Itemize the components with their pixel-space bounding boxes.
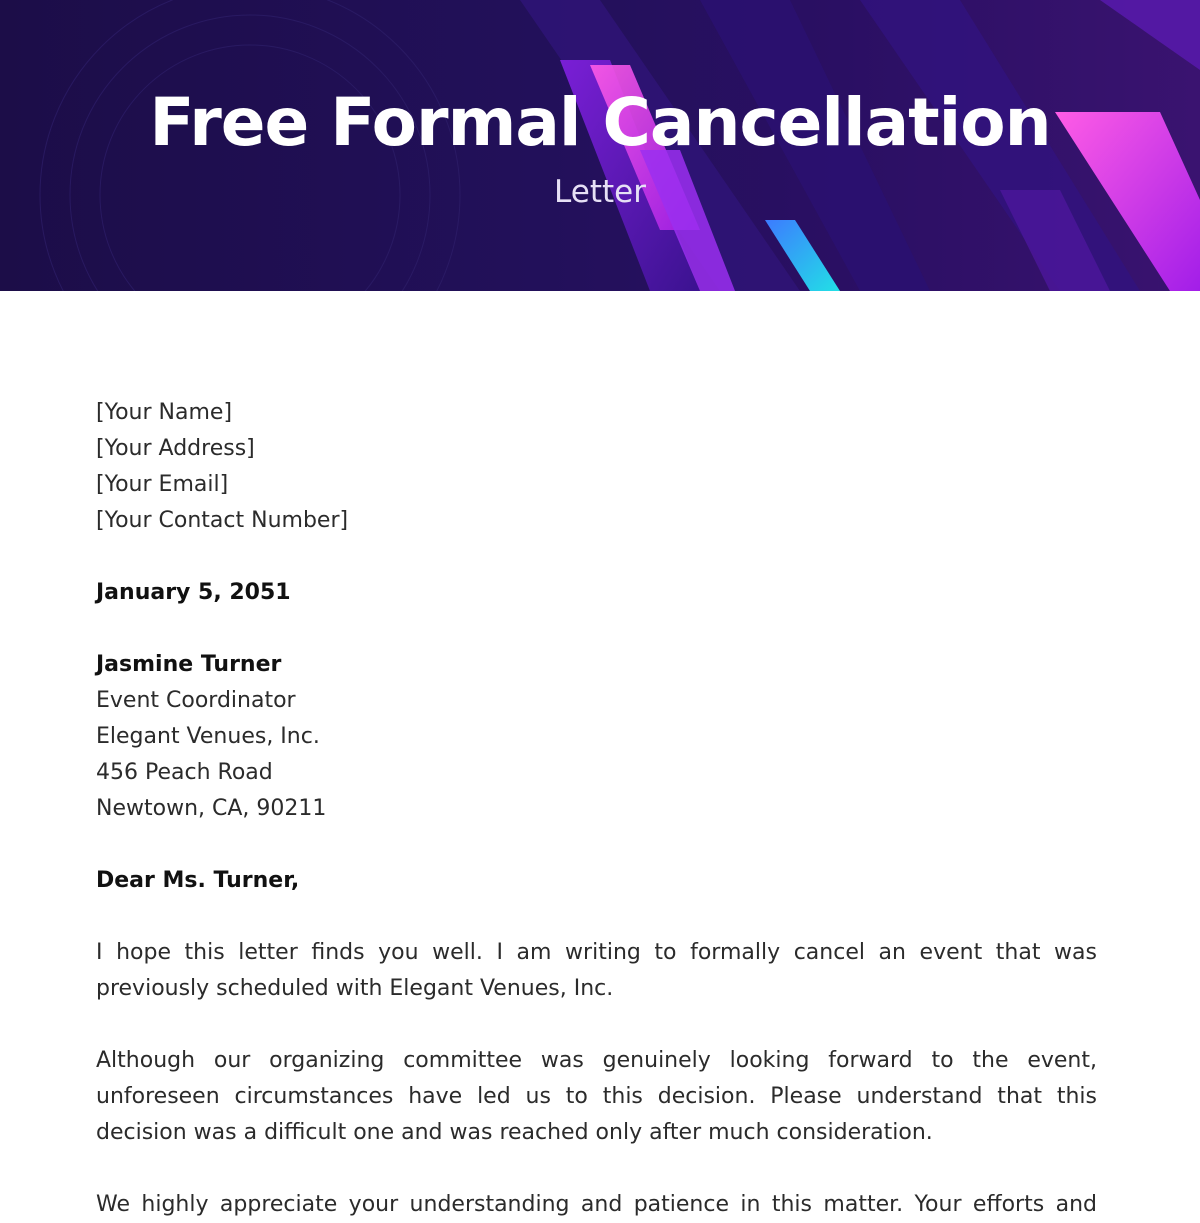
sender-address: [Your Address] bbox=[96, 436, 255, 461]
spacer bbox=[96, 1151, 1097, 1187]
spacer bbox=[96, 899, 1097, 935]
sender-contact: [Your Contact Number] bbox=[96, 508, 349, 533]
paragraph-appreciation bbox=[96, 1187, 1097, 1223]
sender-block bbox=[96, 395, 1097, 539]
letter-body bbox=[96, 395, 1097, 1223]
recipient-city: Newtown, CA, 90211 bbox=[96, 796, 327, 821]
paragraph-appreciation-text: We highly appreciate your understanding and patience in this matter. Your efforts and bbox=[96, 1192, 1097, 1217]
sender-name: [Your Name] bbox=[96, 400, 233, 425]
document-title: Free Formal Cancellation bbox=[149, 84, 1051, 161]
recipient-street: 456 Peach Road bbox=[96, 760, 273, 785]
spacer bbox=[96, 827, 1097, 863]
recipient-name: Jasmine Turner bbox=[96, 652, 282, 677]
spacer bbox=[96, 539, 1097, 575]
spacer bbox=[96, 1007, 1097, 1043]
recipient-title: Event Coordinator bbox=[96, 688, 296, 713]
recipient-company: Elegant Venues, Inc. bbox=[96, 724, 320, 749]
document-subtitle: Letter bbox=[554, 174, 646, 210]
recipient-block bbox=[96, 647, 1097, 827]
sender-email: [Your Email] bbox=[96, 472, 229, 497]
salutation: Dear Ms. Turner, bbox=[96, 868, 300, 893]
paragraph-intro: I hope this letter finds you well. I am writing to formally cancel an event that was previously scheduled with Elegant Venues, Inc. bbox=[96, 940, 1097, 1001]
letter-date: January 5, 2051 bbox=[96, 580, 291, 605]
spacer bbox=[96, 611, 1097, 647]
stripe-purple-3 bbox=[1100, 0, 1200, 70]
paragraph-reason: Although our organizing committee was genuinely looking forward to the event, unforeseen circumstances have led us to this decision. Please understand that this decision was a difficult one and was reached only after much consideration. bbox=[96, 1048, 1097, 1145]
header-banner bbox=[0, 0, 1200, 291]
